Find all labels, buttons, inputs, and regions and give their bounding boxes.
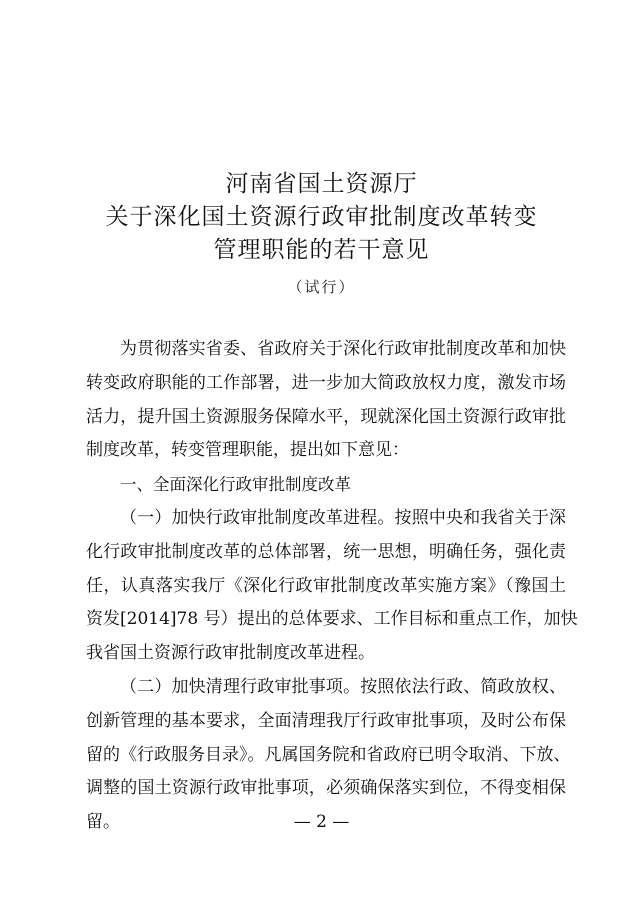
paragraph-line: 任，认真落实我厅《深化行政审批制度改革实施方案》（豫国土 (86, 575, 566, 596)
title-subtitle: （试行） (287, 278, 356, 296)
title-line-1: 河南省国土资源厅 (225, 171, 418, 197)
paragraph-line: （二）加快清理行政审批事项。按照依法行政、简政放权、 (120, 676, 566, 697)
paragraph-line: 资发[2014]78 号）提出的总体要求、工作目标和重点工作，加快 (86, 609, 578, 630)
paragraph-line: 创新管理的基本要求，全面清理我厅行政审批事项，及时公布保 (86, 710, 566, 731)
section-heading: 一、全面深化行政审批制度改革 (120, 475, 351, 495)
paragraph-line: 留的《行政服务目录》。凡属国务院和省政府已明令取消、下放、 (86, 744, 571, 765)
page-number: — 2 — (293, 812, 350, 832)
document-title-block (0, 168, 643, 297)
paragraph-line: 活力，提升国土资源服务保障水平，现就深化国土资源行政审批 (86, 406, 566, 427)
paragraph-line: 调整的国土资源行政审批事项，必须确保落实到位，不得变相保 (86, 778, 566, 799)
title-line-2: 关于深化国土资源行政审批制度改革转变 (105, 204, 538, 230)
paragraph-line: 留。 (86, 812, 120, 833)
paragraph-line: （一）加快行政审批制度改革进程。按照中央和我省关于深 (120, 507, 566, 528)
title-line-3: 管理职能的若干意见 (213, 237, 430, 263)
paragraph-line: 转变政府职能的工作部署，进一步加大简政放权力度，激发市场 (86, 372, 566, 393)
paragraph-line: 制度改革，转变管理职能，提出如下意见： (86, 440, 409, 461)
paragraph-line: 化行政审批制度改革的总体部署，统一思想，明确任务，强化责 (86, 541, 566, 562)
paragraph-line: 为贯彻落实省委、省政府关于深化行政审批制度改革和加快 (120, 339, 566, 359)
paragraph-line: 我省国土资源行政审批制度改革进程。 (86, 643, 375, 664)
document-body (86, 333, 578, 840)
